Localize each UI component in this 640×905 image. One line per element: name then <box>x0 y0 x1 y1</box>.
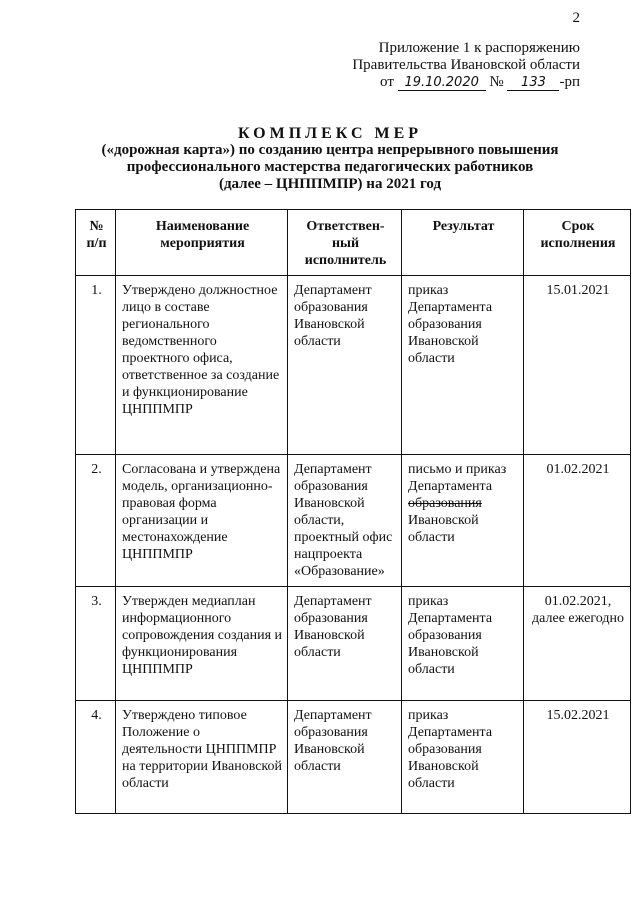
row-num: 4. <box>76 701 116 814</box>
annex-suffix: -рп <box>559 74 580 90</box>
row-deadline: 15.02.2021 <box>524 701 631 814</box>
row-name: Утверждено должностное лицо в составе регионального ведомственного проектного офиса, ответственное за создание и функционирование ЦНППМПР <box>116 276 288 455</box>
row-responsible: Департамент образования Ивановской области, проектный офис нацпроекта «Образование» <box>288 455 402 587</box>
table-row <box>76 587 631 701</box>
annex-number-sign: № <box>489 74 504 90</box>
row-result: приказ Департамента образования Ивановской области <box>402 701 524 814</box>
row-name: Утвержден медиаплан информационного сопровождения создания и функционирования ЦНППМПР <box>116 587 288 701</box>
title-line-2: («дорожная карта») по созданию центра непрерывного повышения <box>101 142 559 158</box>
row-result-part-c: Ивановской области <box>408 513 479 545</box>
annex-date: 19.10.2020 <box>398 75 486 91</box>
row-name: Утверждено типовое Положение о деятельности ЦНППМПР на территории Ивановской области <box>116 701 288 814</box>
table-row <box>76 276 631 455</box>
table-header-row <box>76 210 631 276</box>
header-name: Наименование мероприятия <box>116 210 288 276</box>
annex-from-label: от <box>380 74 394 90</box>
table-row <box>76 701 631 814</box>
row-num: 2. <box>76 455 116 587</box>
row-result-part-a: письмо и приказ Департамента <box>408 462 507 494</box>
annex-header <box>352 40 580 91</box>
row-num: 3. <box>76 587 116 701</box>
row-deadline: 01.02.2021 <box>524 455 631 587</box>
row-result: приказ Департамента образования Ивановской области <box>402 276 524 455</box>
table-row <box>76 455 631 587</box>
row-deadline: 15.01.2021 <box>524 276 631 455</box>
title-line-3: профессионального мастерства педагогических работников <box>126 159 534 175</box>
row-responsible: Департамент образования Ивановской области <box>288 276 402 455</box>
page-number: 2 <box>572 10 580 26</box>
title-line-4: (далее – ЦНППМПР) на 2021 год <box>218 176 442 192</box>
document-title <box>60 125 600 193</box>
header-deadline: Срок исполнения <box>524 210 631 276</box>
row-deadline: 01.02.2021, далее ежегодно <box>524 587 631 701</box>
row-result: приказ Департамента образования Ивановской области <box>402 587 524 701</box>
header-num: № п/п <box>76 210 116 276</box>
title-main: КОМПЛЕКС МЕР <box>237 125 423 142</box>
row-result-part-b: образования <box>408 496 482 511</box>
measures-table <box>75 209 631 814</box>
annex-line-3 <box>352 74 580 91</box>
header-responsible: Ответствен-ный исполнитель <box>288 210 402 276</box>
annex-line-1: Приложение 1 к распоряжению <box>378 40 580 56</box>
row-num: 1. <box>76 276 116 455</box>
row-result <box>402 455 524 587</box>
annex-number: 133 <box>507 75 559 91</box>
header-result: Результат <box>402 210 524 276</box>
row-name: Согласована и утверждена модель, организационно-правовая форма организации и местонахождение ЦНППМПР <box>116 455 288 587</box>
annex-line-2: Правительства Ивановской области <box>352 57 580 73</box>
row-responsible: Департамент образования Ивановской области <box>288 701 402 814</box>
row-responsible: Департамент образования Ивановской области <box>288 587 402 701</box>
